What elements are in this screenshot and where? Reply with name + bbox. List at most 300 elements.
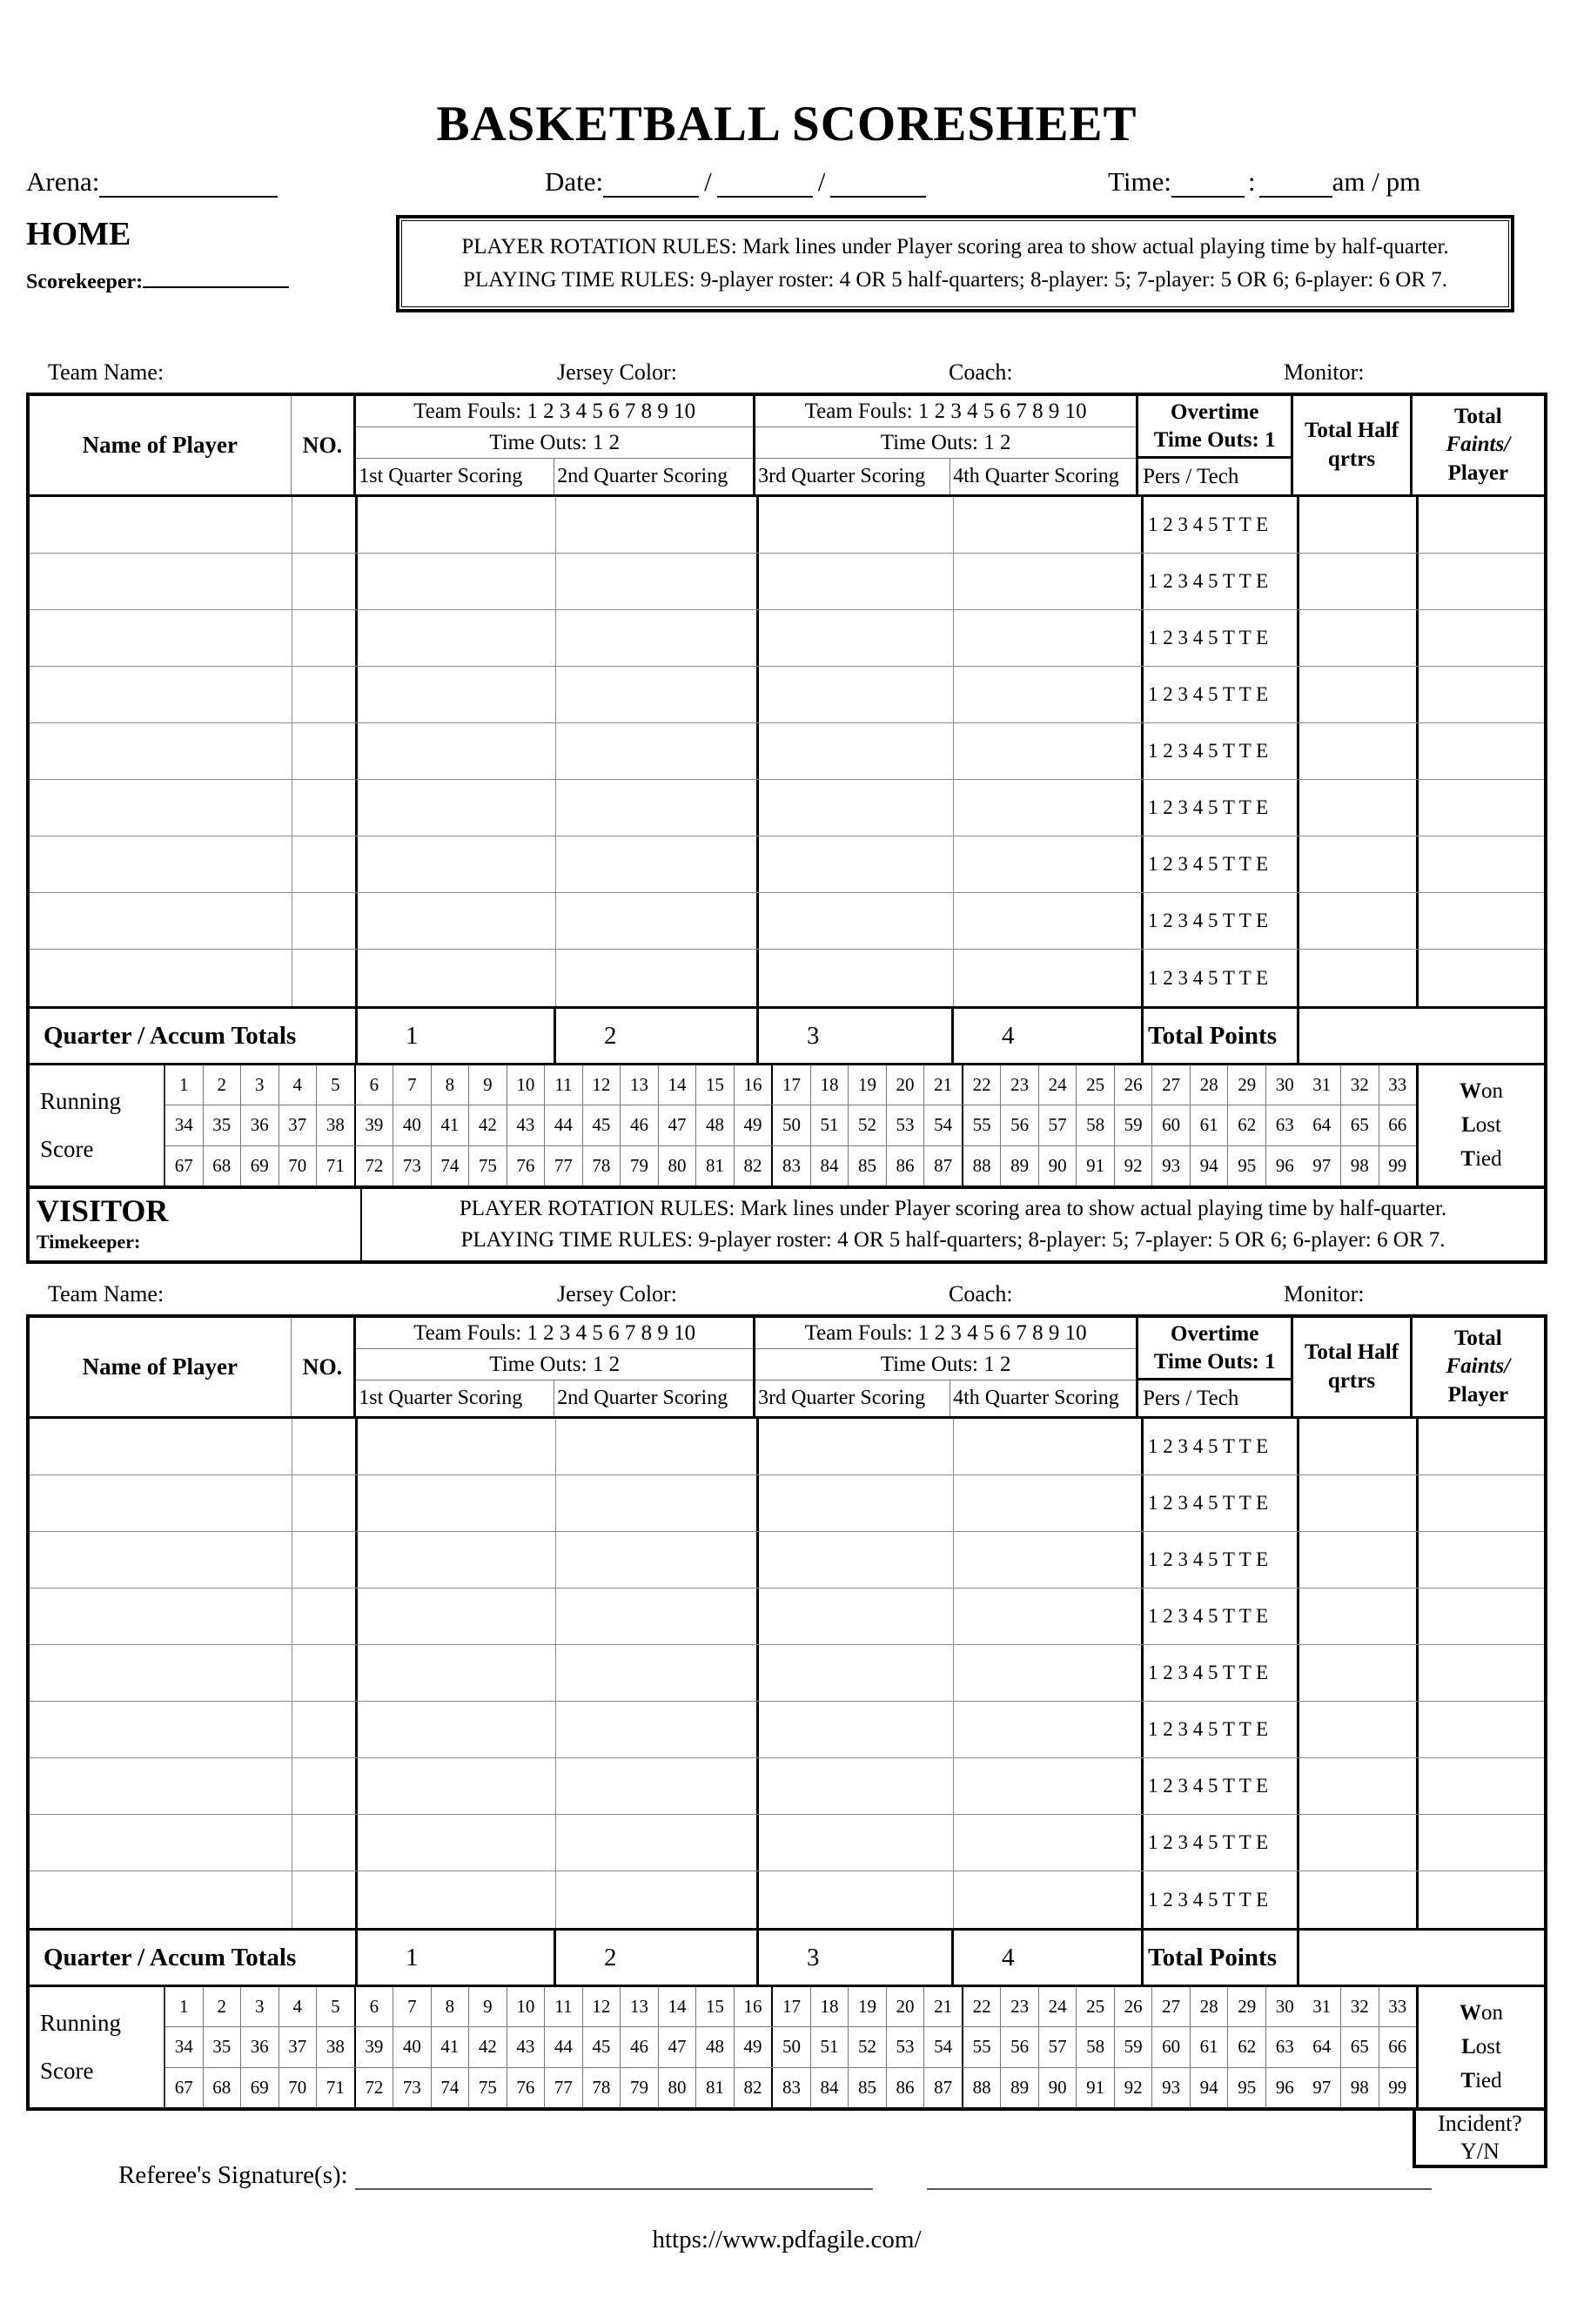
q2-scoring-cell[interactable]: [556, 1871, 759, 1928]
running-score-cell: 85: [849, 2068, 887, 2107]
player-name-cell[interactable]: [30, 1871, 292, 1928]
player-no-cell[interactable]: [292, 497, 358, 553]
player-no-cell[interactable]: [292, 1475, 358, 1531]
total-half-qrtrs-cell[interactable]: [1299, 723, 1419, 779]
q1-scoring-cell[interactable]: [358, 610, 556, 666]
player-rotation-rules: PLAYER ROTATION RULES: Mark lines under Player scoring area to show actual playing time by half-quarter.: [459, 1197, 1447, 1220]
running-score-cell: 18: [811, 1065, 849, 1105]
total-faints-per-player-header: Total Faints/ Player: [1446, 1326, 1511, 1407]
total-points-label: Total Points: [1144, 1931, 1299, 1985]
q4-scoring-cell[interactable]: [954, 780, 1144, 836]
total-half-qrtrs-cell[interactable]: [1299, 1815, 1419, 1871]
total-half-qrtrs-cell[interactable]: [1299, 610, 1419, 666]
running-score-cell: 65: [1341, 1105, 1379, 1145]
player-no-cell[interactable]: [292, 554, 358, 609]
total-half-qrtrs-cell[interactable]: [1299, 1419, 1419, 1474]
monitor-label: Monitor:: [1284, 359, 1365, 385]
running-score-cell: 12: [583, 1987, 621, 2026]
q3-scoring-cell[interactable]: [759, 1645, 954, 1701]
date-input-line-3[interactable]: [830, 168, 926, 198]
running-score-cell: 80: [659, 2068, 697, 2107]
total-faints-cell[interactable]: [1419, 1815, 1544, 1871]
page-title: BASKETBALL SCORESHEET: [436, 97, 1137, 151]
player-no-cell[interactable]: [292, 1702, 358, 1757]
running-score-cell: 63: [1275, 1114, 1294, 1136]
score-table-header: [30, 396, 1544, 497]
q2-scoring-cell[interactable]: [556, 950, 759, 1006]
pers-tech-cell: 1 2 3 4 5 T T E: [1144, 610, 1299, 666]
time-input-line-hours[interactable]: [1171, 168, 1245, 198]
q1-scoring-header: 1st Quarter Scoring: [356, 459, 554, 494]
total-faints-cell[interactable]: [1419, 554, 1544, 609]
running-score-cell: 44: [545, 1105, 583, 1145]
running-score-label: Running Score: [30, 1065, 165, 1186]
result-option-tied[interactable]: Tied: [1460, 1147, 1502, 1172]
q2-scoring-cell[interactable]: [556, 667, 759, 722]
running-score-cell: 34: [165, 1105, 204, 1145]
running-score-cell: 41: [432, 1105, 470, 1145]
q1-scoring-cell[interactable]: [358, 1702, 556, 1757]
player-no-cell[interactable]: [292, 1589, 358, 1644]
team-fouls-tracker-first-half: Team Fouls: 1 2 3 4 5 6 7 8 9 10: [356, 1318, 753, 1349]
player-no-cell[interactable]: [292, 1815, 358, 1871]
running-score-grid: [165, 1987, 1416, 2107]
q1-scoring-cell[interactable]: [358, 554, 556, 609]
player-name-cell[interactable]: [30, 836, 292, 892]
running-score-cell: 36: [241, 1105, 279, 1145]
q2-scoring-cell[interactable]: [556, 836, 759, 892]
total-faints-cell[interactable]: [1419, 667, 1544, 722]
total-faints-cell[interactable]: [1419, 1758, 1544, 1814]
running-score-cell: 91: [1077, 2068, 1115, 2107]
player-name-cell[interactable]: [30, 1532, 292, 1588]
q4-scoring-cell[interactable]: [954, 1815, 1144, 1871]
pers-tech-header: Pers / Tech: [1143, 1386, 1239, 1410]
q1-scoring-cell[interactable]: [358, 1815, 556, 1871]
running-score-cell: 88: [963, 2068, 1002, 2107]
score-table: [26, 1314, 1547, 2111]
player-no-cell[interactable]: [292, 780, 358, 836]
signature-line-1[interactable]: [355, 2164, 873, 2190]
running-score-row: [165, 1105, 1416, 1145]
total-half-qrtrs-cell[interactable]: [1299, 1645, 1419, 1701]
q3-scoring-cell[interactable]: [759, 836, 954, 892]
q1-scoring-cell[interactable]: [358, 1645, 556, 1701]
player-no-cell[interactable]: [292, 1758, 358, 1814]
q3-scoring-cell[interactable]: [759, 950, 954, 1006]
q1-total-cell[interactable]: 1: [358, 1009, 556, 1063]
running-score-cell: 48: [696, 2027, 735, 2066]
running-score-cell: 72: [356, 2068, 394, 2107]
total-faints-cell[interactable]: [1419, 723, 1544, 779]
running-score-cell: 74: [432, 2068, 470, 2107]
q3-scoring-header: 3rd Quarter Scoring: [755, 1380, 950, 1416]
total-faints-cell[interactable]: [1419, 1871, 1544, 1928]
q1-scoring-cell[interactable]: [358, 1419, 556, 1474]
total-faints-cell[interactable]: [1419, 1532, 1544, 1588]
q3-scoring-cell[interactable]: [759, 780, 954, 836]
total-points-cell[interactable]: [1299, 1009, 1544, 1063]
q3-total-cell[interactable]: 3: [759, 1009, 954, 1063]
incident-box: [1413, 2107, 1547, 2168]
total-half-qrtrs-cell[interactable]: [1299, 1589, 1419, 1644]
player-name-cell[interactable]: [30, 950, 292, 1006]
game-result-box: [1416, 1065, 1544, 1186]
q4-scoring-cell[interactable]: [954, 1419, 1144, 1474]
q2-scoring-cell[interactable]: [556, 1419, 759, 1474]
q4-scoring-cell[interactable]: [954, 1645, 1144, 1701]
name-of-player-header: Name of Player: [30, 1318, 292, 1416]
q3-scoring-cell[interactable]: [759, 893, 954, 949]
pers-tech-cell: 1 2 3 4 5 T T E: [1144, 950, 1299, 1006]
total-faints-cell[interactable]: [1419, 950, 1544, 1006]
running-score-cell: 99: [1388, 2076, 1407, 2098]
q2-total-cell[interactable]: 2: [556, 1931, 759, 1985]
bottom-row: [26, 2111, 1547, 2213]
q1-scoring-cell[interactable]: [358, 950, 556, 1006]
running-score-cell: 59: [1115, 1105, 1153, 1145]
running-score-cell: 33: [1388, 1996, 1407, 2018]
running-score-row: [165, 2027, 1416, 2067]
running-score-cell: 78: [583, 1146, 621, 1186]
result-option-tied[interactable]: Tied: [1460, 2069, 1502, 2093]
q1-scoring-cell[interactable]: [358, 1871, 556, 1928]
running-score-cell: 96: [1275, 1154, 1294, 1176]
player-name-cell[interactable]: [30, 1589, 292, 1644]
q2-scoring-cell[interactable]: [556, 610, 759, 666]
total-points-cell[interactable]: [1299, 1931, 1544, 1985]
team-fouls-tracker-first-half: Team Fouls: 1 2 3 4 5 6 7 8 9 10: [356, 396, 753, 427]
total-half-qrtrs-cell[interactable]: [1299, 667, 1419, 722]
total-half-qrtrs-cell[interactable]: [1299, 950, 1419, 1006]
signature-line-2[interactable]: [927, 2164, 1432, 2190]
pers-tech-cell: 1 2 3 4 5 T T E: [1144, 1532, 1299, 1588]
q1-total-cell[interactable]: 1: [358, 1931, 556, 1985]
q4-scoring-cell[interactable]: [954, 723, 1144, 779]
running-score-cell: 79: [621, 1146, 659, 1186]
arena-input-line[interactable]: [99, 168, 278, 198]
q3-scoring-cell[interactable]: [759, 723, 954, 779]
player-name-cell[interactable]: [30, 610, 292, 666]
player-no-cell[interactable]: [292, 1419, 358, 1474]
running-score-cell: 89: [1001, 1146, 1039, 1186]
overtime-timeouts-label: Time Outs: 1: [1153, 1349, 1276, 1374]
running-score-cell: 6: [356, 1987, 394, 2026]
running-score-cell: 69: [241, 2068, 279, 2107]
q3-scoring-cell[interactable]: [759, 1758, 954, 1814]
total-faints-cell[interactable]: [1419, 1702, 1544, 1757]
player-name-cell[interactable]: [30, 1815, 292, 1871]
running-score-cell: 40: [393, 2027, 432, 2066]
player-name-cell[interactable]: [30, 1475, 292, 1531]
second-half-header-group: [755, 396, 1138, 494]
q4-scoring-cell[interactable]: [954, 1871, 1144, 1928]
q2-total-cell[interactable]: 2: [556, 1009, 759, 1063]
player-name-cell[interactable]: [30, 667, 292, 722]
q1-scoring-cell[interactable]: [358, 1758, 556, 1814]
total-faints-cell[interactable]: [1419, 1475, 1544, 1531]
pers-tech-cell: 1 2 3 4 5 T T E: [1144, 1645, 1299, 1701]
pers-tech-cell: 1 2 3 4 5 T T E: [1144, 554, 1299, 609]
total-half-qrtrs-cell[interactable]: [1299, 1475, 1419, 1531]
second-half-header-group: [755, 1318, 1138, 1416]
q1-scoring-cell[interactable]: [358, 723, 556, 779]
running-score-cell: 19: [849, 1065, 887, 1105]
running-score-cell: 5: [317, 1987, 356, 2026]
q1-scoring-cell[interactable]: [358, 1532, 556, 1588]
date-input-line-2[interactable]: [717, 168, 813, 198]
pers-tech-cell: 1 2 3 4 5 T T E: [1144, 780, 1299, 836]
arena-field: [26, 166, 278, 198]
running-score-cell: 1: [165, 1065, 204, 1105]
total-faints-cell[interactable]: [1419, 893, 1544, 949]
player-name-cell[interactable]: [30, 780, 292, 836]
running-score-row: [165, 2068, 1416, 2107]
q2-scoring-cell[interactable]: [556, 1815, 759, 1871]
player-name-cell[interactable]: [30, 1758, 292, 1814]
q3-scoring-cell[interactable]: [759, 1419, 954, 1474]
q2-scoring-cell[interactable]: [556, 1758, 759, 1814]
time-outs-tracker-first-half: Time Outs: 1 2: [356, 1349, 753, 1380]
q3-scoring-cell[interactable]: [759, 497, 954, 553]
player-no-cell[interactable]: [292, 1645, 358, 1701]
running-score-cell: 24: [1039, 1987, 1077, 2026]
q3-scoring-cell[interactable]: [759, 610, 954, 666]
ampm-label: am / pm: [1332, 166, 1421, 197]
total-faints-cell[interactable]: [1419, 1589, 1544, 1644]
q3-scoring-cell[interactable]: [759, 554, 954, 609]
running-score-cell: 11: [545, 1065, 583, 1105]
q3-scoring-cell[interactable]: [759, 1589, 954, 1644]
running-score-cell: 89: [1001, 2068, 1039, 2107]
running-score-cell: 57: [1039, 2027, 1077, 2066]
player-name-cell[interactable]: [30, 723, 292, 779]
running-score-cell: 70: [279, 2068, 318, 2107]
running-score-cell: 86: [887, 2068, 925, 2107]
home-label: HOME: [26, 216, 131, 252]
q3-scoring-cell[interactable]: [759, 1532, 954, 1588]
result-option-lost[interactable]: Lost: [1461, 1112, 1501, 1137]
player-row: [30, 1758, 1544, 1815]
running-score-cell: 13: [621, 1987, 659, 2026]
q2-scoring-cell[interactable]: [556, 1645, 759, 1701]
total-half-qrtrs-cell[interactable]: [1299, 1702, 1419, 1757]
total-faints-cell[interactable]: [1419, 836, 1544, 892]
running-score-cell: 19: [849, 1987, 887, 2026]
time-colon: :: [1247, 166, 1256, 197]
q1-scoring-cell[interactable]: [358, 893, 556, 949]
scorekeeper-input-line[interactable]: [143, 265, 289, 288]
q2-scoring-cell[interactable]: [556, 893, 759, 949]
player-no-cell[interactable]: [292, 610, 358, 666]
overtime-column-header: [1138, 1318, 1293, 1416]
q4-scoring-cell[interactable]: [954, 950, 1144, 1006]
q2-scoring-cell[interactable]: [556, 1532, 759, 1588]
q4-total-cell[interactable]: 4: [954, 1009, 1144, 1063]
player-name-cell[interactable]: [30, 554, 292, 609]
player-row: [30, 610, 1544, 667]
q2-scoring-cell[interactable]: [556, 1702, 759, 1757]
running-score-cell: 83: [773, 2068, 811, 2107]
q3-scoring-cell[interactable]: [759, 667, 954, 722]
running-score-cell: 21: [924, 1065, 963, 1105]
running-score-cell: 74: [432, 1146, 470, 1186]
total-half-qrtrs-cell[interactable]: [1299, 1758, 1419, 1814]
incident-options[interactable]: Y/N: [1460, 2139, 1500, 2164]
running-score-cell: 87: [924, 1146, 963, 1186]
timekeeper-label: Timekeeper:: [37, 1231, 141, 1253]
running-score-cell: 54: [924, 2027, 963, 2066]
total-half-qrtrs-cell[interactable]: [1299, 497, 1419, 553]
q2-scoring-cell[interactable]: [556, 723, 759, 779]
running-score-cell: 10: [507, 1987, 546, 2026]
running-score-cell: 53: [887, 1105, 925, 1145]
running-score-cell: 56: [1001, 1105, 1039, 1145]
running-score-cell: 27: [1152, 1065, 1191, 1105]
running-score-cell: 79: [621, 2068, 659, 2107]
running-score-cell: 66: [1388, 2036, 1407, 2058]
running-score-cell: 69: [241, 1146, 279, 1186]
q2-scoring-cell[interactable]: [556, 780, 759, 836]
player-no-cell[interactable]: [292, 667, 358, 722]
q4-scoring-cell[interactable]: [954, 893, 1144, 949]
player-row: [30, 1815, 1544, 1871]
running-score-cell: 64: [1303, 1105, 1341, 1145]
q2-scoring-cell[interactable]: [556, 1475, 759, 1531]
total-faints-cell[interactable]: [1419, 610, 1544, 666]
running-score-cell: 2: [204, 1065, 242, 1105]
player-no-cell[interactable]: [292, 1532, 358, 1588]
running-score-cell: 35: [204, 2027, 242, 2066]
running-score-cell: 33: [1388, 1074, 1407, 1096]
player-row: [30, 1645, 1544, 1702]
running-score-cell: 84: [811, 2068, 849, 2107]
running-score-cell: 82: [735, 2068, 774, 2107]
pers-tech-cell: 1 2 3 4 5 T T E: [1144, 497, 1299, 553]
q4-scoring-cell[interactable]: [954, 1589, 1144, 1644]
q4-scoring-cell[interactable]: [954, 1702, 1144, 1757]
player-name-cell[interactable]: [30, 1419, 292, 1474]
q3-total-cell[interactable]: 3: [759, 1931, 954, 1985]
running-score-cell: 58: [1077, 1105, 1115, 1145]
q4-scoring-cell[interactable]: [954, 667, 1144, 722]
result-option-lost[interactable]: Lost: [1461, 2034, 1501, 2059]
team-fouls-tracker-second-half: Team Fouls: 1 2 3 4 5 6 7 8 9 10: [755, 396, 1136, 427]
running-score-cell: 65: [1341, 2027, 1379, 2066]
score-table-header: [30, 1318, 1544, 1419]
time-input-line-minutes[interactable]: [1259, 168, 1332, 198]
player-no-cell[interactable]: [292, 836, 358, 892]
q4-scoring-cell[interactable]: [954, 1532, 1144, 1588]
running-score-cell: 67: [165, 1146, 204, 1186]
q1-scoring-cell[interactable]: [358, 780, 556, 836]
q1-scoring-cell[interactable]: [358, 497, 556, 553]
q4-scoring-cell[interactable]: [954, 497, 1144, 553]
q4-scoring-cell[interactable]: [954, 836, 1144, 892]
player-name-cell[interactable]: [30, 1702, 292, 1757]
overtime-column-header: [1138, 396, 1293, 494]
score-table: [26, 393, 1547, 1189]
result-option-won[interactable]: Won: [1460, 2000, 1503, 2025]
total-faints-cell[interactable]: [1419, 1645, 1544, 1701]
overtime-timeouts-label: Time Outs: 1: [1153, 427, 1276, 452]
running-score-cell: 75: [469, 2068, 507, 2107]
player-name-cell[interactable]: [30, 1645, 292, 1701]
running-score-cell: 43: [507, 1105, 546, 1145]
q4-scoring-cell[interactable]: [954, 554, 1144, 609]
total-half-qrtrs-cell[interactable]: [1299, 893, 1419, 949]
q4-scoring-cell[interactable]: [954, 610, 1144, 666]
q3-scoring-cell[interactable]: [759, 1475, 954, 1531]
running-score-cell: 28: [1191, 1987, 1229, 2026]
running-score-cell: 87: [924, 2068, 963, 2107]
q2-scoring-cell[interactable]: [556, 554, 759, 609]
q1-scoring-cell[interactable]: [358, 836, 556, 892]
running-score-cell: 68: [204, 1146, 242, 1186]
visitor-team-info-row: [26, 1281, 1547, 1314]
running-score-cell: 28: [1191, 1065, 1229, 1105]
running-score-cell: 2: [204, 1987, 242, 2026]
total-half-qrtrs-cell[interactable]: [1299, 1871, 1419, 1928]
running-score-cell: 86: [887, 1146, 925, 1186]
q4-scoring-cell[interactable]: [954, 1475, 1144, 1531]
player-no-cell[interactable]: [292, 893, 358, 949]
running-score-cell: 18: [811, 1987, 849, 2026]
total-half-qrtrs-cell[interactable]: [1299, 836, 1419, 892]
q1-scoring-cell[interactable]: [358, 1589, 556, 1644]
running-score-cell: 76: [507, 2068, 546, 2107]
player-name-cell[interactable]: [30, 893, 292, 949]
q2-scoring-cell[interactable]: [556, 1589, 759, 1644]
pers-tech-cell: 1 2 3 4 5 T T E: [1144, 836, 1299, 892]
running-score-cell: 93: [1152, 1146, 1191, 1186]
running-score-cell: 70: [279, 1146, 318, 1186]
running-score-cell: 71: [317, 1146, 356, 1186]
result-option-won[interactable]: Won: [1460, 1078, 1503, 1103]
total-faints-cell[interactable]: [1419, 1419, 1544, 1474]
running-score-cell: 83: [773, 1146, 811, 1186]
running-score-cell: 24: [1039, 1065, 1077, 1105]
player-no-cell[interactable]: [292, 723, 358, 779]
total-half-qrtrs-cell[interactable]: [1299, 554, 1419, 609]
q1-scoring-cell[interactable]: [358, 667, 556, 722]
q3-scoring-cell[interactable]: [759, 1702, 954, 1757]
date-input-line-1[interactable]: [603, 168, 699, 198]
total-faints-cell[interactable]: [1419, 497, 1544, 553]
player-no-cell[interactable]: [292, 1871, 358, 1928]
total-faints-cell[interactable]: [1419, 780, 1544, 836]
running-score-cell: 55: [963, 2027, 1002, 2066]
player-row: [30, 1475, 1544, 1532]
running-score-cell: 27: [1152, 1987, 1191, 2026]
pers-tech-cell: 1 2 3 4 5 T T E: [1144, 1419, 1299, 1474]
total-half-qrtrs-cell[interactable]: [1299, 780, 1419, 836]
q4-total-cell[interactable]: 4: [954, 1931, 1144, 1985]
q3-scoring-cell[interactable]: [759, 1871, 954, 1928]
q2-scoring-cell[interactable]: [556, 497, 759, 553]
running-score-cell: 54: [924, 1105, 963, 1145]
running-score-cell: 26: [1115, 1987, 1153, 2026]
q4-scoring-cell[interactable]: [954, 1758, 1144, 1814]
player-no-cell[interactable]: [292, 950, 358, 1006]
total-half-qrtrs-cell[interactable]: [1299, 1532, 1419, 1588]
player-row: [30, 836, 1544, 893]
running-score-cell: 7: [393, 1065, 432, 1105]
q1-scoring-cell[interactable]: [358, 1475, 556, 1531]
player-row: [30, 893, 1544, 950]
player-name-cell[interactable]: [30, 497, 292, 553]
q3-scoring-cell[interactable]: [759, 1815, 954, 1871]
